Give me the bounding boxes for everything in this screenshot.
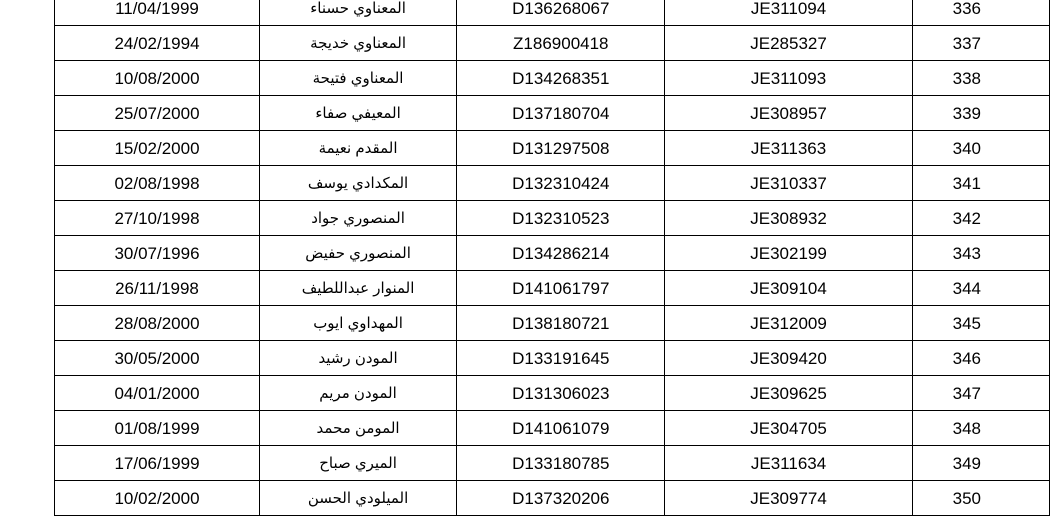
- registration-code-cell: JE312009: [665, 306, 912, 341]
- table-row: [55, 236, 1050, 271]
- birth-date-cell: 15/02/2000: [55, 131, 260, 166]
- id-number-cell: D131306023: [457, 376, 665, 411]
- table-row: [55, 271, 1050, 306]
- birth-date-cell: 30/05/2000: [55, 341, 260, 376]
- table-row: [55, 376, 1050, 411]
- id-number-cell: D132310424: [457, 166, 665, 201]
- name-cell: المعناوي خديجة: [259, 26, 456, 61]
- id-number-cell: D141061079: [457, 411, 665, 446]
- row-number-cell: 341: [912, 166, 1049, 201]
- name-cell: المهداوي ايوب: [259, 306, 456, 341]
- table-row: [55, 26, 1050, 61]
- table-row: [55, 201, 1050, 236]
- id-number-cell: D137180704: [457, 96, 665, 131]
- name-cell: المعناوي فتيحة: [259, 61, 456, 96]
- row-number-cell: 349: [912, 446, 1049, 481]
- row-number-cell: 346: [912, 341, 1049, 376]
- row-number-cell: 337: [912, 26, 1049, 61]
- id-number-cell: D133180785: [457, 446, 665, 481]
- table-row: [55, 131, 1050, 166]
- registration-code-cell: JE309420: [665, 341, 912, 376]
- name-cell: المنصوري حفيض: [259, 236, 456, 271]
- birth-date-cell: 10/02/2000: [55, 481, 260, 516]
- row-number-cell: 336: [912, 0, 1049, 26]
- table-row: [55, 411, 1050, 446]
- name-cell: المودن مريم: [259, 376, 456, 411]
- registration-code-cell: JE309104: [665, 271, 912, 306]
- row-number-cell: 343: [912, 236, 1049, 271]
- birth-date-cell: 28/08/2000: [55, 306, 260, 341]
- row-number-cell: 350: [912, 481, 1049, 516]
- birth-date-cell: 26/11/1998: [55, 271, 260, 306]
- row-number-cell: 347: [912, 376, 1049, 411]
- registration-code-cell: JE285327: [665, 26, 912, 61]
- row-number-cell: 344: [912, 271, 1049, 306]
- registration-code-cell: JE308957: [665, 96, 912, 131]
- row-number-cell: 338: [912, 61, 1049, 96]
- table-row: [55, 0, 1050, 26]
- id-number-cell: D137320206: [457, 481, 665, 516]
- registration-code-cell: JE309625: [665, 376, 912, 411]
- id-number-cell: D132310523: [457, 201, 665, 236]
- id-number-cell: Z186900418: [457, 26, 665, 61]
- registration-code-cell: JE310337: [665, 166, 912, 201]
- registration-code-cell: JE304705: [665, 411, 912, 446]
- id-number-cell: D131297508: [457, 131, 665, 166]
- birth-date-cell: 24/02/1994: [55, 26, 260, 61]
- table-row: [55, 341, 1050, 376]
- row-number-cell: 345: [912, 306, 1049, 341]
- registration-code-cell: JE308932: [665, 201, 912, 236]
- table-row: [55, 96, 1050, 131]
- registration-code-cell: JE311634: [665, 446, 912, 481]
- id-number-cell: D134286214: [457, 236, 665, 271]
- name-cell: المكدادي يوسف: [259, 166, 456, 201]
- birth-date-cell: 01/08/1999: [55, 411, 260, 446]
- registration-code-cell: JE311094: [665, 0, 912, 26]
- name-cell: الميلودي الحسن: [259, 481, 456, 516]
- id-number-cell: D136268067: [457, 0, 665, 26]
- id-number-cell: D138180721: [457, 306, 665, 341]
- name-cell: المقدم نعيمة: [259, 131, 456, 166]
- row-number-cell: 342: [912, 201, 1049, 236]
- table-row: [55, 306, 1050, 341]
- name-cell: المعناوي حسناء: [259, 0, 456, 26]
- registration-code-cell: JE309774: [665, 481, 912, 516]
- name-cell: المودن رشيد: [259, 341, 456, 376]
- name-cell: المنصوري جواد: [259, 201, 456, 236]
- id-number-cell: D134268351: [457, 61, 665, 96]
- table-row: [55, 446, 1050, 481]
- birth-date-cell: 04/01/2000: [55, 376, 260, 411]
- name-cell: الميري صباح: [259, 446, 456, 481]
- name-cell: المنوار عبداللطيف: [259, 271, 456, 306]
- birth-date-cell: 17/06/1999: [55, 446, 260, 481]
- birth-date-cell: 02/08/1998: [55, 166, 260, 201]
- registration-code-cell: JE302199: [665, 236, 912, 271]
- birth-date-cell: 10/08/2000: [55, 61, 260, 96]
- name-cell: المعيفي صفاء: [259, 96, 456, 131]
- birth-date-cell: 11/04/1999: [55, 0, 260, 26]
- id-number-cell: D133191645: [457, 341, 665, 376]
- table-row: [55, 481, 1050, 516]
- row-number-cell: 339: [912, 96, 1049, 131]
- name-cell: المومن محمد: [259, 411, 456, 446]
- birth-date-cell: 30/07/1996: [55, 236, 260, 271]
- row-number-cell: 348: [912, 411, 1049, 446]
- table-row: [55, 61, 1050, 96]
- row-number-cell: 340: [912, 131, 1049, 166]
- registration-code-cell: JE311093: [665, 61, 912, 96]
- id-number-cell: D141061797: [457, 271, 665, 306]
- table-row: [55, 166, 1050, 201]
- registration-code-cell: JE311363: [665, 131, 912, 166]
- birth-date-cell: 25/07/2000: [55, 96, 260, 131]
- table-body: [55, 0, 1050, 516]
- data-table: [54, 0, 1050, 516]
- birth-date-cell: 27/10/1998: [55, 201, 260, 236]
